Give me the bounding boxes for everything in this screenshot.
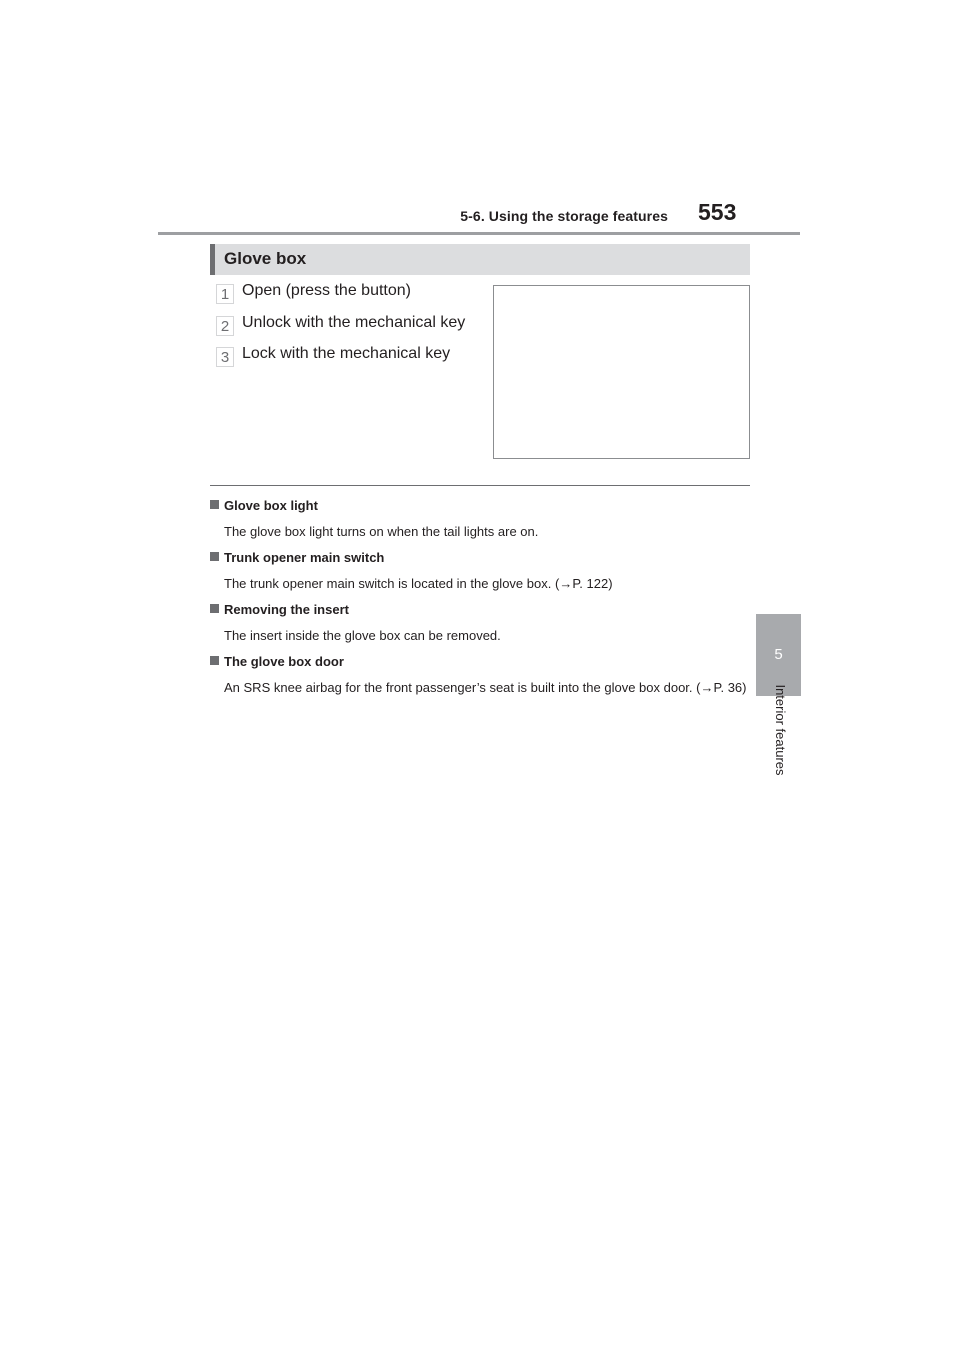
- note-item: [210, 498, 750, 540]
- note-item: [210, 550, 750, 592]
- glove-box-title: Glove box: [224, 249, 307, 268]
- ref-close-paren: ): [742, 680, 747, 695]
- note-item: [210, 602, 750, 644]
- note-body: An SRS knee airbag for the front passenger’s seat is built into the glove box door.: [224, 680, 697, 695]
- step-number-badge: 1: [216, 284, 234, 304]
- note-heading: Removing the insert: [224, 602, 349, 617]
- step-number-badge: 2: [216, 316, 234, 336]
- glove-box-steps: [216, 282, 486, 377]
- square-bullet-icon: [210, 500, 219, 509]
- page-number: 553: [698, 199, 737, 225]
- note-item: [210, 654, 750, 696]
- note-body: The insert inside the glove box can be removed.: [224, 628, 501, 643]
- glove-box-illustration: [493, 285, 750, 459]
- chapter-title: Interior features: [773, 684, 788, 776]
- step-item: [216, 282, 486, 314]
- step-text: Lock with the mechanical key: [242, 345, 451, 362]
- step-item: [216, 314, 486, 346]
- section-title: 5-6. Using the storage features: [460, 208, 668, 224]
- note-body: The glove box light turns on when the tail lights are on.: [224, 524, 539, 539]
- header-divider: [158, 232, 800, 235]
- step-text: Unlock with the mechanical key: [242, 313, 466, 331]
- ref-close-paren: ): [608, 576, 613, 591]
- notes-list: [210, 498, 750, 706]
- note-body: The trunk opener main switch is located in the glove box.: [224, 576, 555, 591]
- section-divider: [210, 485, 750, 486]
- ref-open-paren: (: [696, 680, 701, 695]
- chapter-number: 5: [774, 646, 783, 663]
- glove-box-section-header: [210, 244, 750, 275]
- step-item: [216, 345, 486, 377]
- step-number-badge: 3: [216, 347, 234, 367]
- page-reference-link[interactable]: →P. 122: [559, 576, 609, 591]
- step-text: Open (press the button): [242, 282, 411, 299]
- note-heading: Trunk opener main switch: [224, 550, 385, 565]
- square-bullet-icon: [210, 552, 219, 561]
- note-heading: The glove box door: [224, 654, 344, 669]
- ref-open-paren: (: [554, 576, 560, 591]
- square-bullet-icon: [210, 604, 219, 613]
- square-bullet-icon: [210, 656, 219, 665]
- note-heading: Glove box light: [224, 498, 318, 513]
- section-accent-bar: [210, 244, 215, 275]
- page-reference-link[interactable]: →P. 36: [700, 680, 743, 695]
